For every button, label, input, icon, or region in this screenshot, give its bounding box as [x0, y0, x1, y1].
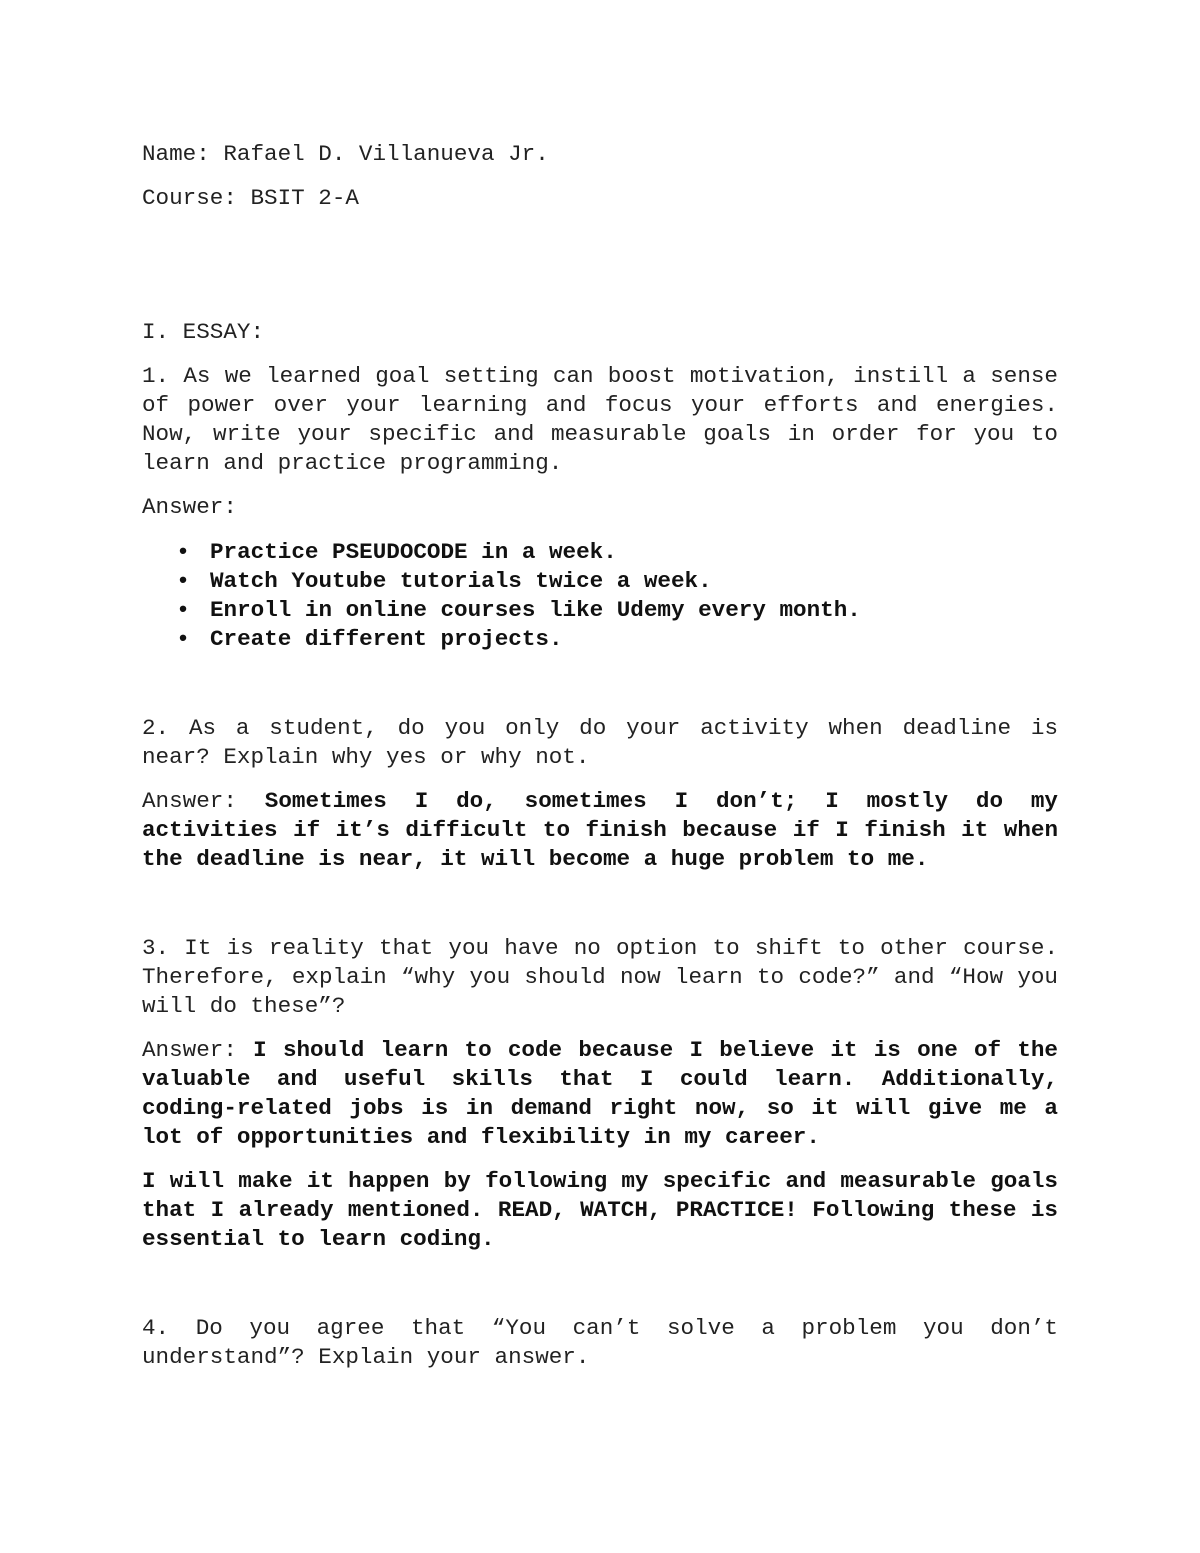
answer-2-label: Answer: — [142, 788, 237, 814]
question-3: 3. It is reality that you have no option to shift to other course. Therefore, explain “why you should now learn to code?” and “How you will do these”? — [142, 935, 1058, 1019]
question-1: 1. As we learned goal setting can boost motivation, instill a sense of power over your learning and focus your efforts and energies. Now, write your specific and measurable goals in order for you to learn and practice programming. — [142, 363, 1058, 476]
list-item — [176, 625, 1058, 654]
answer-1-label: Answer: — [142, 494, 237, 520]
answer-3-continuation: I will make it happen by following my specific and measurable goals that I already mentioned. READ, WATCH, PRACTICE! Following these is essential to learn coding. — [142, 1168, 1058, 1252]
list-item — [176, 567, 1058, 596]
answer-2-text: Sometimes I do, sometimes I don’t; I mostly do my activities if it’s difficult to finish because if I finish it when the deadline is near, it will become a huge problem to me. — [142, 788, 1058, 872]
section-title: I. ESSAY: — [142, 319, 265, 345]
bullet-icon: • — [176, 597, 190, 623]
answer-3-text: I should learn to code because I believe it is one of the valuable and useful skills that I could learn. Additionally, coding-related jobs is in demand right now, so it will give me a lot of opportunities and flexibility in my career. — [142, 1037, 1058, 1150]
list-item — [176, 538, 1058, 567]
answer-3-label: Answer: — [142, 1037, 237, 1063]
question-4: 4. Do you agree that “You can’t solve a problem you don’t understand”? Explain your answer. — [142, 1315, 1058, 1370]
student-name: Name: Rafael D. Villanueva Jr. — [142, 141, 549, 167]
goal-text: Create different projects. — [210, 626, 563, 652]
goal-text: Enroll in online courses like Udemy every month. — [210, 597, 861, 623]
list-item — [176, 596, 1058, 625]
answer-3 — [142, 1036, 1058, 1152]
answer-2 — [142, 787, 1058, 874]
goal-text: Watch Youtube tutorials twice a week. — [210, 568, 712, 594]
bullet-icon: • — [176, 539, 190, 565]
student-course: Course: BSIT 2-A — [142, 185, 359, 211]
goal-text: Practice PSEUDOCODE in a week. — [210, 539, 617, 565]
goals-list — [142, 538, 1058, 654]
document-page — [142, 140, 1058, 1372]
bullet-icon: • — [176, 568, 190, 594]
bullet-icon: • — [176, 626, 190, 652]
question-2: 2. As a student, do you only do your activity when deadline is near? Explain why yes or why not. — [142, 715, 1058, 770]
